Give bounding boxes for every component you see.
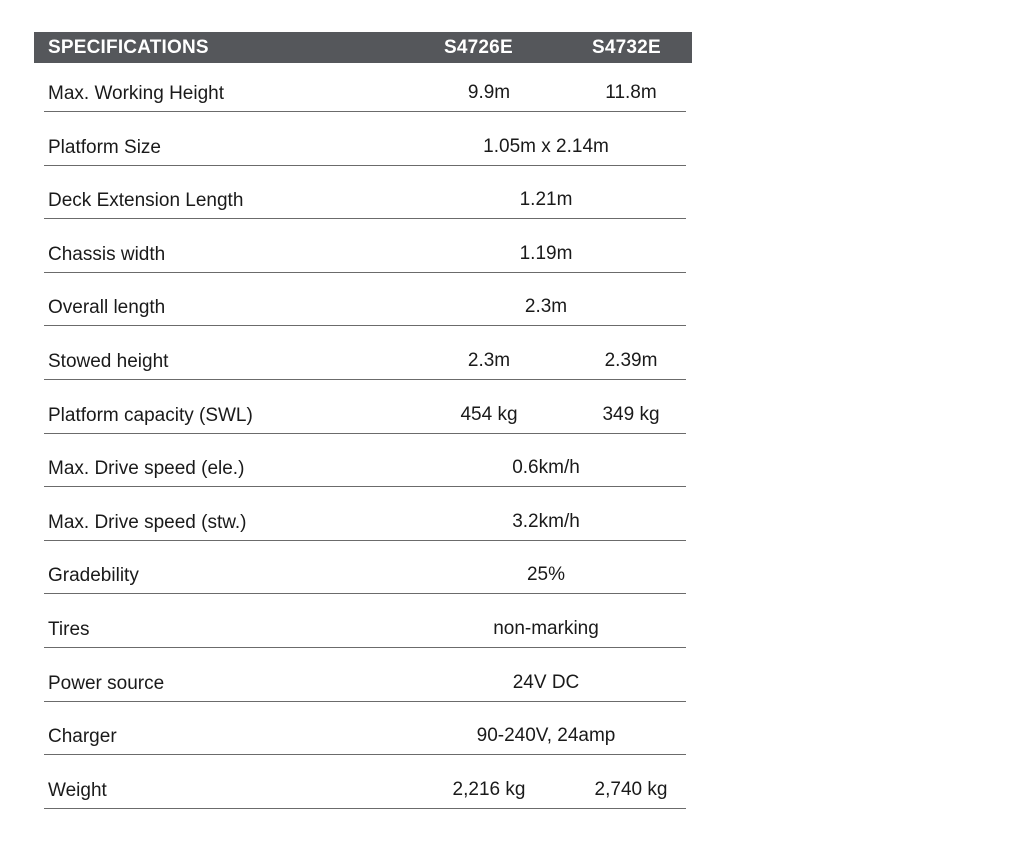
table-row bbox=[44, 541, 686, 595]
table-row bbox=[44, 594, 686, 648]
table-row bbox=[44, 434, 686, 488]
spec-label: Max. Working Height bbox=[48, 83, 224, 104]
specifications-table bbox=[34, 32, 692, 809]
spec-label: Stowed height bbox=[48, 350, 169, 372]
table-row bbox=[44, 273, 686, 327]
spec-value-shared: 25% bbox=[526, 564, 566, 586]
model-column-header-s4726e: S4726E bbox=[444, 37, 513, 58]
spec-value-s4732e: 349 kg bbox=[602, 403, 660, 425]
spec-value-s4732e: 2,740 kg bbox=[594, 778, 668, 800]
table-row bbox=[44, 166, 686, 220]
spec-label: Platform Size bbox=[48, 136, 161, 158]
table-title: SPECIFICATIONS bbox=[48, 37, 209, 58]
spec-value-s4732e: 2.39m bbox=[604, 349, 658, 371]
spec-label: Overall length bbox=[48, 297, 166, 319]
table-row bbox=[44, 326, 686, 380]
spec-label: Chassis width bbox=[48, 243, 166, 265]
spec-label: Gradebility bbox=[48, 565, 139, 587]
spec-value-shared: 24V DC bbox=[512, 671, 580, 693]
table-row bbox=[44, 380, 686, 434]
table-row bbox=[44, 112, 686, 166]
spec-value-shared: 1.21m bbox=[519, 189, 573, 211]
spec-label: Max. Drive speed (stw.) bbox=[48, 511, 247, 533]
spec-value-shared: 3.2km/h bbox=[512, 510, 580, 532]
spec-value-shared: 0.6km/h bbox=[512, 457, 580, 479]
spec-value-s4732e: 11.8m bbox=[605, 82, 657, 103]
spec-value-s4726e: 9.9m bbox=[467, 82, 511, 103]
spec-value-shared: non-marking bbox=[493, 617, 599, 639]
spec-value-s4726e: 2.3m bbox=[467, 349, 511, 371]
spec-value-s4726e: 2,216 kg bbox=[452, 778, 526, 800]
spec-value-shared: 90-240V, 24amp bbox=[476, 725, 616, 747]
spec-label: Charger bbox=[48, 726, 117, 748]
spec-label: Max. Drive speed (ele.) bbox=[48, 458, 245, 480]
table-row bbox=[44, 702, 686, 756]
spec-label: Tires bbox=[48, 618, 90, 640]
table-row bbox=[44, 755, 686, 809]
table-header bbox=[34, 32, 692, 63]
table-row bbox=[44, 648, 686, 702]
table-row bbox=[44, 487, 686, 541]
spec-label: Deck Extension Length bbox=[48, 190, 244, 212]
table-row bbox=[44, 219, 686, 273]
spec-value-s4726e: 454 kg bbox=[460, 403, 518, 425]
table-row bbox=[44, 63, 686, 112]
spec-label: Platform capacity (SWL) bbox=[48, 404, 253, 426]
spec-rows bbox=[34, 63, 692, 809]
spec-value-shared: 1.19m bbox=[519, 242, 573, 264]
spec-value-shared: 2.3m bbox=[524, 296, 568, 318]
spec-label: Power source bbox=[48, 672, 165, 694]
model-column-header-s4732e: S4732E bbox=[592, 37, 661, 58]
spec-value-shared: 1.05m x 2.14m bbox=[483, 135, 609, 157]
spec-label: Weight bbox=[48, 779, 107, 801]
